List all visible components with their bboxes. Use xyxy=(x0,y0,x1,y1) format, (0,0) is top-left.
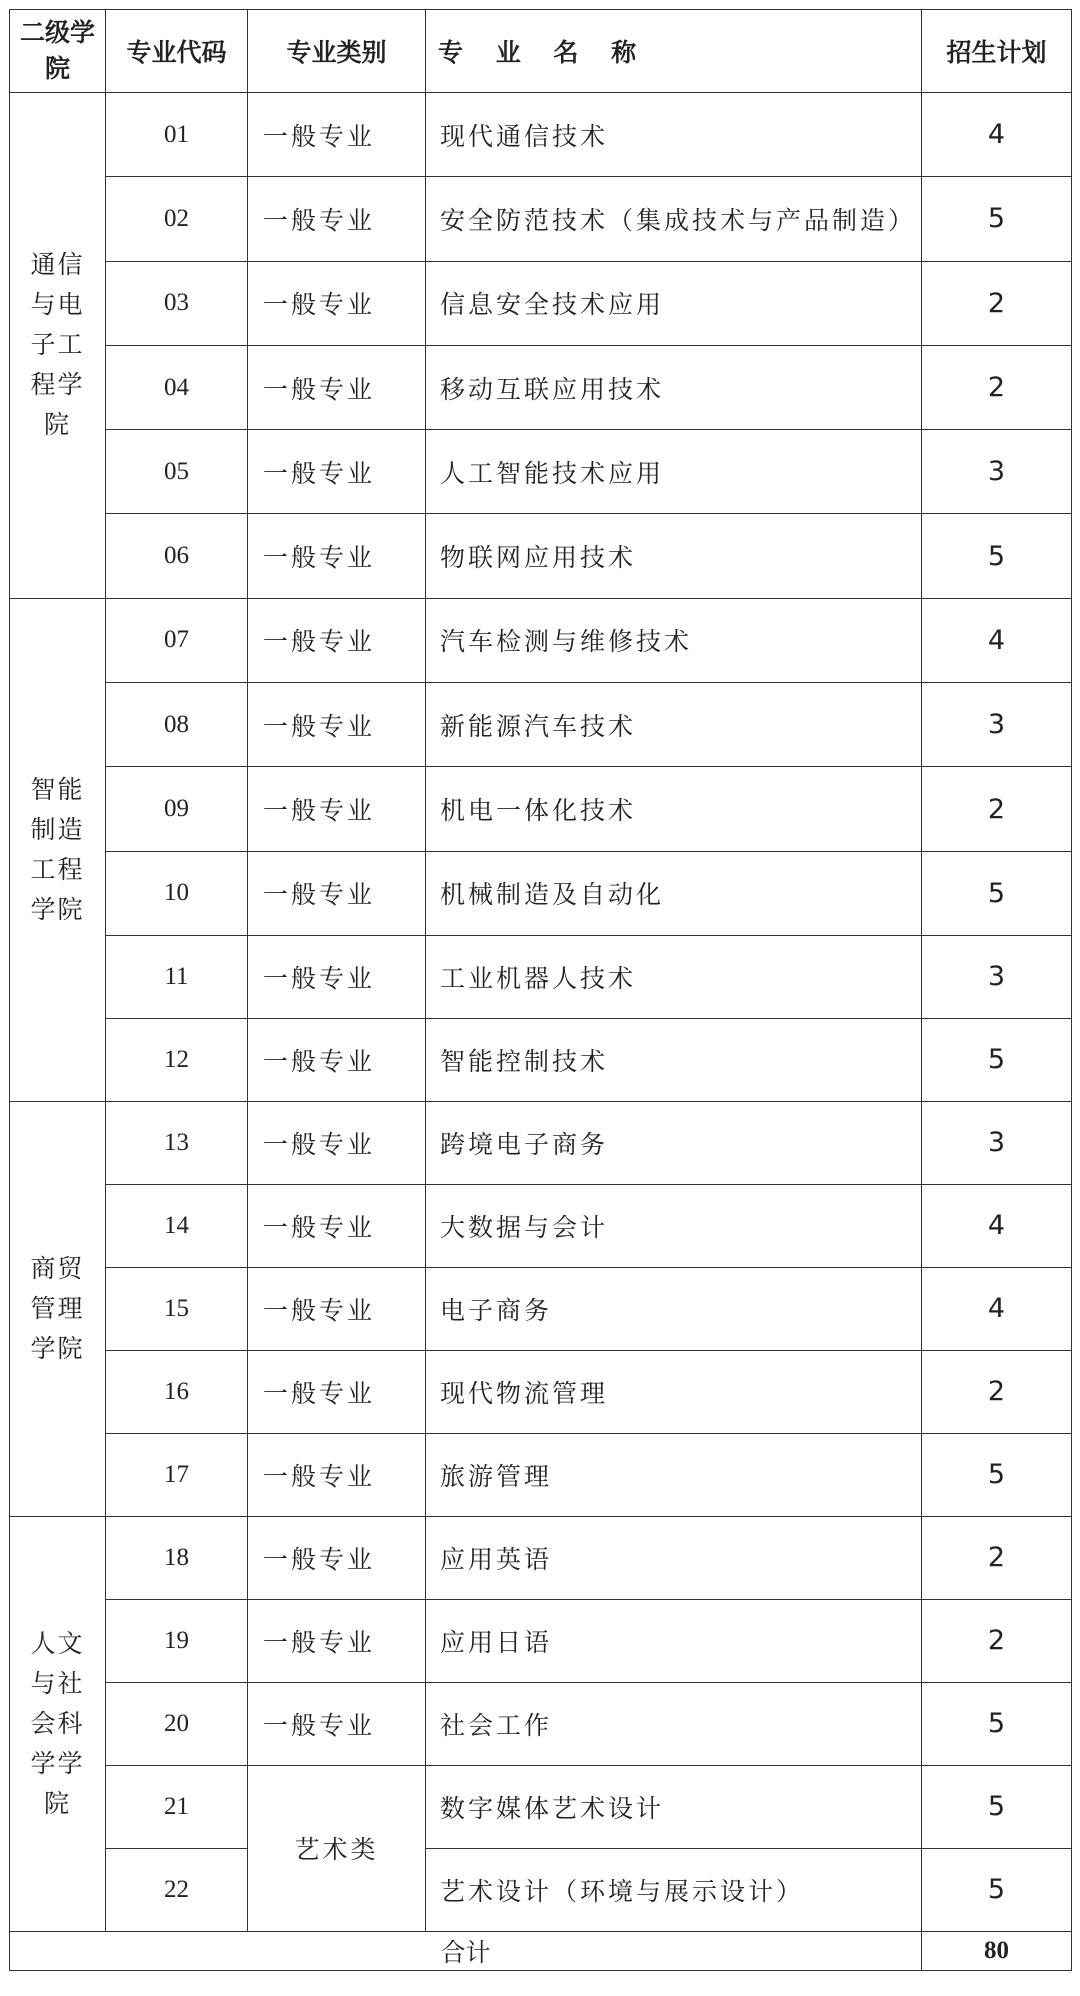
major-plan: 2 xyxy=(922,1516,1072,1599)
major-plan: 5 xyxy=(922,1433,1072,1516)
major-code: 16 xyxy=(106,1350,248,1433)
major-code: 17 xyxy=(106,1433,248,1516)
major-code: 06 xyxy=(106,514,248,598)
header-code: 专业代码 xyxy=(106,10,248,93)
major-type: 一般专业 xyxy=(248,1350,426,1433)
major-plan: 2 xyxy=(922,261,1072,345)
table-row xyxy=(10,1433,1072,1516)
major-plan: 5 xyxy=(922,1848,1072,1931)
major-code: 04 xyxy=(106,345,248,429)
major-type: 一般专业 xyxy=(248,1516,426,1599)
table-row xyxy=(10,514,1072,598)
table-row xyxy=(10,1101,1072,1184)
major-plan: 3 xyxy=(922,935,1072,1018)
major-name: 电子商务 xyxy=(426,1267,922,1350)
major-plan: 5 xyxy=(922,1018,1072,1101)
table-row xyxy=(10,177,1072,261)
major-plan: 4 xyxy=(922,1184,1072,1267)
major-code: 07 xyxy=(106,598,248,682)
major-plan: 3 xyxy=(922,430,1072,514)
total-value: 80 xyxy=(922,1931,1072,1970)
college-cell: 智能制造工程学院 xyxy=(10,598,106,1101)
major-type: 一般专业 xyxy=(248,598,426,682)
header-name: 专 业 名 称 xyxy=(426,10,922,93)
major-type: 一般专业 xyxy=(248,1433,426,1516)
major-code: 08 xyxy=(106,683,248,767)
enrollment-plan-table xyxy=(9,9,1072,1971)
major-code: 20 xyxy=(106,1682,248,1765)
major-name: 机械制造及自动化 xyxy=(426,851,922,935)
major-name: 人工智能技术应用 xyxy=(426,430,922,514)
major-plan: 2 xyxy=(922,767,1072,851)
table-row xyxy=(10,851,1072,935)
major-code: 11 xyxy=(106,935,248,1018)
table-row xyxy=(10,345,1072,429)
major-plan: 5 xyxy=(922,1682,1072,1765)
major-type: 一般专业 xyxy=(248,345,426,429)
total-row xyxy=(10,1931,1072,1970)
major-code: 10 xyxy=(106,851,248,935)
major-type: 一般专业 xyxy=(248,177,426,261)
major-name: 智能控制技术 xyxy=(426,1018,922,1101)
major-plan: 4 xyxy=(922,598,1072,682)
college-cell: 商贸管理学院 xyxy=(10,1101,106,1516)
major-code: 02 xyxy=(106,177,248,261)
major-type: 一般专业 xyxy=(248,1682,426,1765)
college-cell: 人文与社会科学学院 xyxy=(10,1516,106,1931)
table-row xyxy=(10,1018,1072,1101)
major-plan: 5 xyxy=(922,851,1072,935)
major-plan: 4 xyxy=(922,93,1072,177)
major-type: 一般专业 xyxy=(248,767,426,851)
major-name: 大数据与会计 xyxy=(426,1184,922,1267)
table-row xyxy=(10,1516,1072,1599)
major-plan: 4 xyxy=(922,1267,1072,1350)
major-name: 艺术设计（环境与展示设计） xyxy=(426,1848,922,1931)
major-name: 跨境电子商务 xyxy=(426,1101,922,1184)
major-name: 安全防范技术（集成技术与产品制造） xyxy=(426,177,922,261)
major-type: 一般专业 xyxy=(248,1101,426,1184)
table-row xyxy=(10,1184,1072,1267)
major-type: 一般专业 xyxy=(248,93,426,177)
table-row xyxy=(10,261,1072,345)
major-type: 一般专业 xyxy=(248,1599,426,1682)
major-type: 一般专业 xyxy=(248,683,426,767)
header-row xyxy=(10,10,1072,93)
college-cell: 通信与电子工程学院 xyxy=(10,93,106,599)
major-plan: 5 xyxy=(922,177,1072,261)
major-name: 旅游管理 xyxy=(426,1433,922,1516)
major-code: 03 xyxy=(106,261,248,345)
table-row xyxy=(10,598,1072,682)
major-plan: 2 xyxy=(922,345,1072,429)
table-row xyxy=(10,935,1072,1018)
major-name: 汽车检测与维修技术 xyxy=(426,598,922,682)
header-type: 专业类别 xyxy=(248,10,426,93)
total-label: 合计 xyxy=(10,1931,922,1970)
major-plan: 3 xyxy=(922,1101,1072,1184)
major-type: 一般专业 xyxy=(248,1184,426,1267)
major-name: 应用日语 xyxy=(426,1599,922,1682)
major-type: 一般专业 xyxy=(248,430,426,514)
major-code: 15 xyxy=(106,1267,248,1350)
major-code: 13 xyxy=(106,1101,248,1184)
table-row xyxy=(10,1848,1072,1931)
major-code: 14 xyxy=(106,1184,248,1267)
major-name: 新能源汽车技术 xyxy=(426,683,922,767)
major-code: 18 xyxy=(106,1516,248,1599)
major-type: 一般专业 xyxy=(248,851,426,935)
table-row xyxy=(10,683,1072,767)
major-plan: 5 xyxy=(922,514,1072,598)
major-name: 移动互联应用技术 xyxy=(426,345,922,429)
header-college: 二级学院 xyxy=(10,10,106,93)
major-code: 01 xyxy=(106,93,248,177)
table-row xyxy=(10,1267,1072,1350)
major-name: 物联网应用技术 xyxy=(426,514,922,598)
major-code: 09 xyxy=(106,767,248,851)
major-code: 12 xyxy=(106,1018,248,1101)
major-code: 05 xyxy=(106,430,248,514)
major-name: 社会工作 xyxy=(426,1682,922,1765)
major-type: 一般专业 xyxy=(248,514,426,598)
table-row xyxy=(10,430,1072,514)
major-name: 机电一体化技术 xyxy=(426,767,922,851)
table-row xyxy=(10,1682,1072,1765)
major-type: 一般专业 xyxy=(248,1018,426,1101)
table-row xyxy=(10,93,1072,177)
major-name: 信息安全技术应用 xyxy=(426,261,922,345)
major-type: 一般专业 xyxy=(248,261,426,345)
major-plan: 2 xyxy=(922,1350,1072,1433)
header-plan: 招生计划 xyxy=(922,10,1072,93)
major-code: 21 xyxy=(106,1765,248,1848)
major-code: 22 xyxy=(106,1848,248,1931)
major-code: 19 xyxy=(106,1599,248,1682)
major-plan: 3 xyxy=(922,683,1072,767)
major-plan: 2 xyxy=(922,1599,1072,1682)
major-name: 数字媒体艺术设计 xyxy=(426,1765,922,1848)
major-type-art: 艺术类 xyxy=(248,1765,426,1931)
major-name: 工业机器人技术 xyxy=(426,935,922,1018)
major-name: 现代通信技术 xyxy=(426,93,922,177)
table-row xyxy=(10,1765,1072,1848)
major-plan: 5 xyxy=(922,1765,1072,1848)
major-name: 应用英语 xyxy=(426,1516,922,1599)
table-row xyxy=(10,1599,1072,1682)
major-type: 一般专业 xyxy=(248,1267,426,1350)
major-name: 现代物流管理 xyxy=(426,1350,922,1433)
table-row xyxy=(10,1350,1072,1433)
major-type: 一般专业 xyxy=(248,935,426,1018)
table-row xyxy=(10,767,1072,851)
